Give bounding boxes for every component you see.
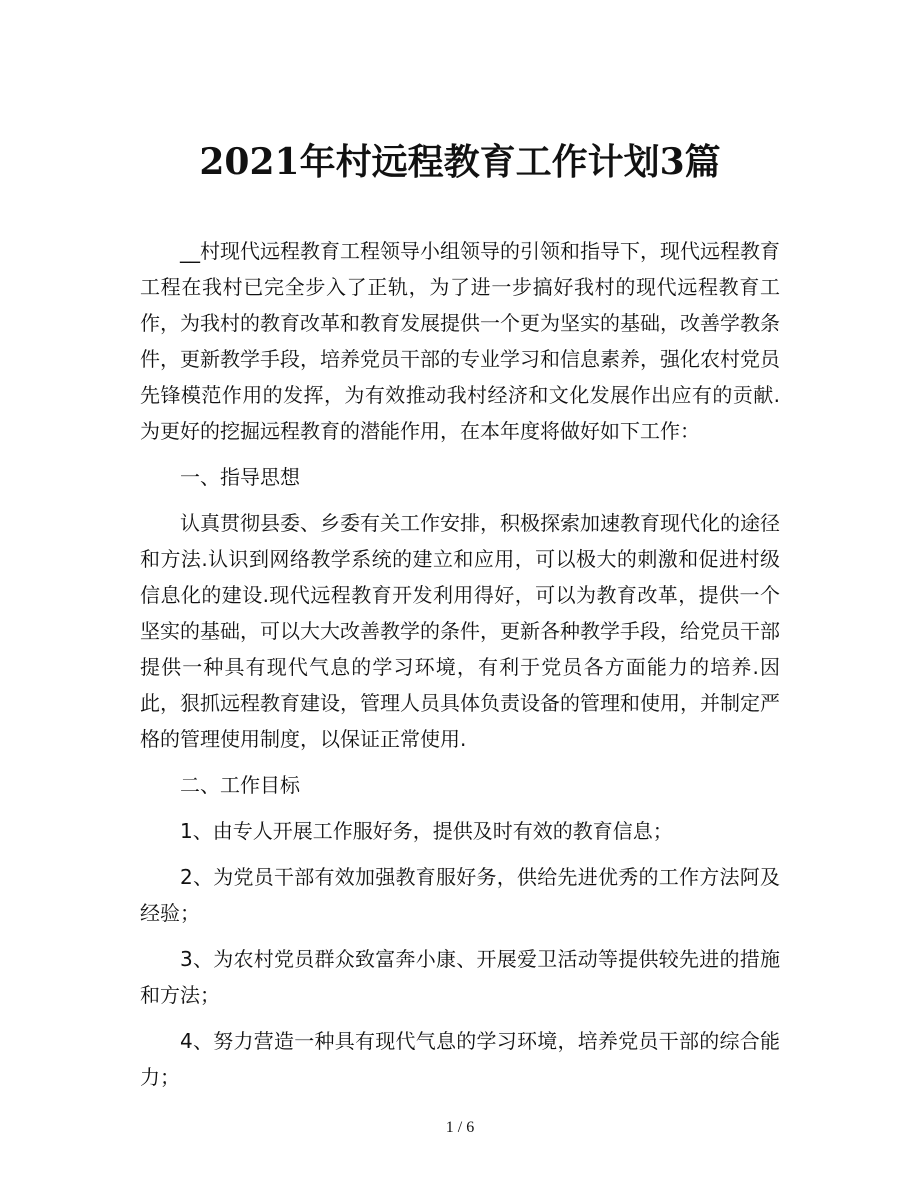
goal-item-4: 4、努力营造一种具有现代气息的学习环境，培养党员干部的综合能力； xyxy=(140,1029,780,1089)
section-heading-work-goals: 二、工作目标 xyxy=(180,773,300,797)
document-body xyxy=(140,233,780,1095)
section-heading-guiding-thought: 一、指导思想 xyxy=(180,465,300,489)
page-number: 1 / 6 xyxy=(445,1119,475,1136)
goal-item-2: 2、为党员干部有效加强教育服好务，供给先进优秀的工作方法阿及经验； xyxy=(140,865,780,925)
goal-item-3: 3、为农村党员群众致富奔小康、开展爱卫活动等提供较先进的措施和方法； xyxy=(140,947,780,1007)
guiding-thought-paragraph: 认真贯彻县委、乡委有关工作安排，积极探索加速教育现代化的途径和方法.认识到网络教学系统的建立和应用，可以极大的刺激和促进村级信息化的建设.现代远程教育开发利用得好，可以为教育改革，提供一个坚实的基础，可以大大改善教学的条件，更新各种教学手段，给党员干部提供一种具有现代气息的学习环境，有利于党员各方面能力的培养.因此，狠抓远程教育建设，管理人员具体负责设备的管理和使用，并制定严格的管理使用制度，以保证正常使用. xyxy=(140,511,780,751)
document-title: 2021年村远程教育工作计划3篇 xyxy=(199,141,721,184)
goal-item-1: 1、由专人开展工作服好务，提供及时有效的教育信息； xyxy=(180,819,673,843)
intro-paragraph: __村现代远程教育工程领导小组领导的引领和指导下，现代远程教育工程在我村已完全步入了正轨，为了进一步搞好我村的现代远程教育工作，为我村的教育改革和教育发展提供一个更为坚实的基础，改善学教条件，更新教学手段，培养党员干部的专业学习和信息素养，强化农村党员先锋模范作用的发挥，为有效推动我村经济和文化发展作出应有的贡献.为更好的挖掘远程教育的潜能作用，在本年度将做好如下工作： xyxy=(140,239,780,443)
